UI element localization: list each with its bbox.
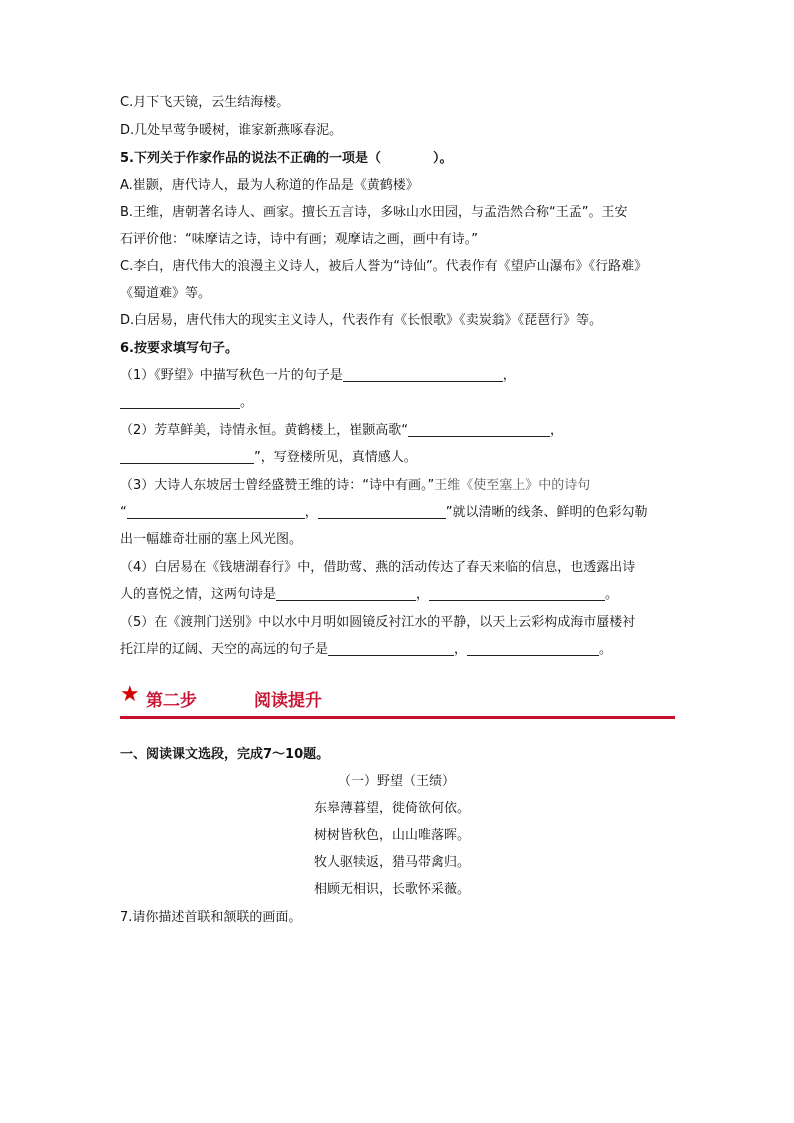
q6-item-3-text: （3）大诗人东坡居士曾经盛赞王维的诗：“诗中有画。” bbox=[120, 478, 435, 493]
comma: ， bbox=[550, 423, 564, 438]
q6-title: 6.按要求填写句子。 bbox=[120, 341, 238, 356]
q6-item-4-cont bbox=[120, 582, 618, 608]
period: 。 bbox=[599, 642, 613, 657]
q6-item-5-cont bbox=[120, 637, 612, 663]
q5-option-c-line2: 《蜀道难》等。 bbox=[120, 286, 212, 301]
q5-title: 5.下列关于作家作品的说法不正确的一项是（ ）。 bbox=[120, 151, 453, 166]
answer-blank[interactable] bbox=[127, 502, 305, 519]
poem-line-2: 树树皆秋色，山山唯落晖。 bbox=[314, 828, 471, 843]
step-title: 阅读提升 bbox=[254, 691, 322, 711]
q5-option-d: D.白居易，唐代伟大的现实主义诗人，代表作有《长恨歌》《卖炭翁》《琵琶行》等。 bbox=[120, 313, 603, 328]
answer-blank[interactable] bbox=[120, 447, 254, 464]
star-icon: ★ bbox=[120, 682, 140, 707]
q6-item-2-text: （2）芳草鲜美，诗情永恒。黄鹤楼上，崔颢高歌“ bbox=[120, 423, 409, 438]
q6-item-1-cont bbox=[120, 390, 253, 416]
q6-item-1 bbox=[120, 363, 516, 389]
answer-blank[interactable] bbox=[328, 639, 454, 656]
answer-blank[interactable] bbox=[429, 584, 605, 601]
q6-item-3-note: 王维《使至塞上》中的诗句 bbox=[434, 478, 591, 493]
q5-option-b-line2: 石评价他：“味摩诘之诗，诗中有画；观摩诘之画，画中有诗。” bbox=[120, 232, 478, 247]
poem-line-3: 牧人驱犊返，猎马带禽归。 bbox=[314, 855, 471, 870]
step-label: 第二步 bbox=[146, 691, 197, 711]
q6-item-5: （5）在《渡荆门送别》中以水中月明如圆镜反衬江水的平静，以天上云彩构成海市蜃楼衬 bbox=[120, 615, 636, 630]
q5-option-a: A.崔颢，唐代诗人，最为人称道的作品是《黄鹤楼》 bbox=[120, 178, 419, 193]
comma: ， bbox=[502, 368, 516, 383]
comma: ， bbox=[416, 587, 430, 602]
period: 。 bbox=[240, 395, 254, 410]
q4-option-c: C.月下飞天镜，云生结海楼。 bbox=[120, 95, 290, 110]
poem-title: （一）野望（王绩） bbox=[338, 774, 456, 789]
answer-blank[interactable] bbox=[276, 584, 416, 601]
q4-option-d: D.几处早莺争暖树，谁家新燕啄春泥。 bbox=[120, 123, 343, 138]
q6-item-4-text: 人的喜悦之情，这两句诗是 bbox=[120, 587, 277, 602]
q6-item-5-text: 托江岸的辽阔、天空的高远的句子是 bbox=[120, 642, 329, 657]
answer-blank[interactable] bbox=[467, 639, 599, 656]
q6-item-2-cont bbox=[120, 445, 417, 471]
answer-blank[interactable] bbox=[343, 365, 503, 382]
q6-item-4: （4）白居易在《钱塘湖春行》中，借助莺、燕的活动传达了春天来临的信息，也透露出诗 bbox=[120, 560, 636, 575]
step-two-header bbox=[120, 680, 675, 719]
comma: ， bbox=[304, 505, 318, 520]
q6-item-2 bbox=[120, 418, 563, 444]
answer-blank[interactable] bbox=[120, 392, 240, 409]
q6-item-3 bbox=[120, 473, 590, 499]
poem-line-4: 相顾无相识，长歌怀采薇。 bbox=[314, 882, 471, 897]
q6-item-3-end: 出一幅雄奇壮丽的塞上风光图。 bbox=[120, 532, 303, 547]
open-quote: “ bbox=[120, 505, 127, 520]
reading-intro: 一、阅读课文选段，完成7～10题。 bbox=[120, 747, 330, 762]
q7-prompt: 7.请你描述首联和颔联的画面。 bbox=[120, 910, 302, 925]
q6-item-3-tail: ”就以清晰的线条、鲜明的色彩勾勒 bbox=[445, 505, 648, 520]
q5-option-b-line1: B.王维，唐朝著名诗人、画家。擅长五言诗，多咏山水田园，与孟浩然合称“王孟”。王安 bbox=[120, 205, 628, 220]
q5-option-c-line1: C.李白，唐代伟大的浪漫主义诗人，被后人誉为“诗仙”。代表作有《望庐山瀑布》《行路难》 bbox=[120, 259, 648, 274]
q6-item-3-cont bbox=[120, 500, 648, 526]
poem-line-1: 东皋薄暮望，徙倚欲何依。 bbox=[314, 801, 471, 816]
comma: ， bbox=[454, 642, 468, 657]
period: 。 bbox=[605, 587, 619, 602]
q6-item-1-text: （1）《野望》中描写秋色一片的句子是 bbox=[120, 368, 343, 383]
q6-item-2-end: ”，写登楼所见，真情感人。 bbox=[254, 450, 417, 465]
answer-blank[interactable] bbox=[318, 502, 446, 519]
answer-blank[interactable] bbox=[408, 420, 550, 437]
